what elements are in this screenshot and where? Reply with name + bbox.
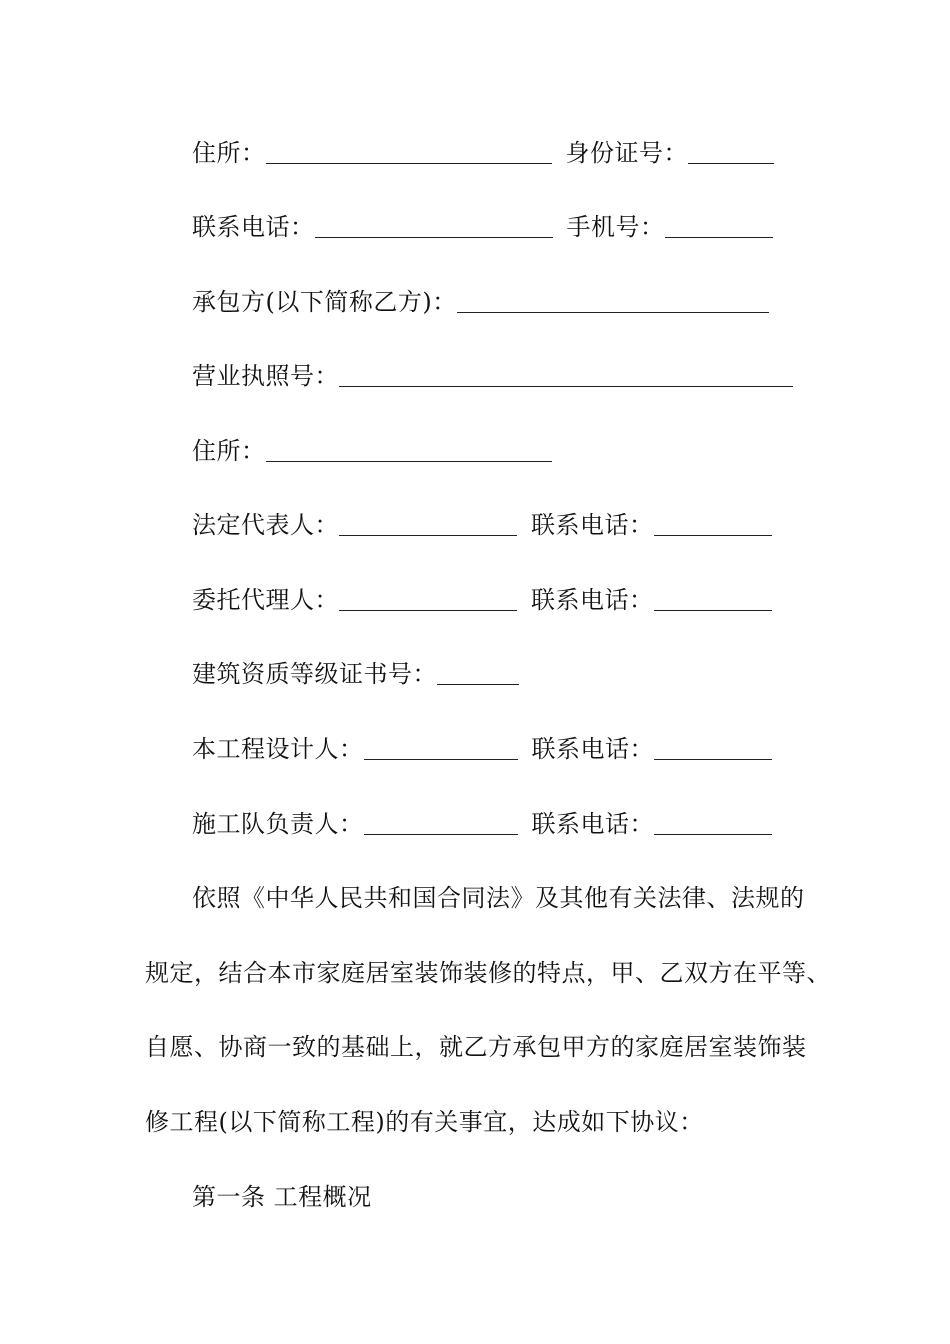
form-line-designer bbox=[192, 732, 772, 766]
id-number-label: 身份证号： bbox=[565, 139, 688, 167]
paragraph-text: 依照《中华人民共和国合同法》及其他有关法律、法规的 bbox=[192, 884, 805, 912]
paragraph-line bbox=[145, 1105, 704, 1139]
id-number-field[interactable] bbox=[688, 137, 774, 164]
form-line-residence bbox=[192, 136, 774, 170]
contact-phone-field[interactable] bbox=[315, 211, 553, 238]
paragraph-text: 修工程(以下简称工程)的有关事宜，达成如下协议： bbox=[145, 1108, 704, 1136]
crew-leader-phone-field[interactable] bbox=[654, 808, 772, 835]
agent-field[interactable] bbox=[339, 584, 517, 611]
agent-phone-field[interactable] bbox=[654, 584, 772, 611]
form-line-contractor-residence bbox=[192, 434, 552, 468]
residence-field[interactable] bbox=[266, 137, 552, 164]
form-line-business-license bbox=[192, 359, 793, 393]
contractor-label: 承包方(以下简称乙方)： bbox=[192, 288, 457, 316]
paragraph-line bbox=[145, 1030, 807, 1064]
paragraph-line bbox=[145, 956, 831, 990]
contractor-field[interactable] bbox=[457, 286, 769, 313]
paragraph-text: 规定，结合本市家庭居室装饰装修的特点，甲、乙双方在平等、 bbox=[145, 959, 831, 987]
crew-leader-label: 施工队负责人： bbox=[192, 810, 364, 838]
paragraph-text: 自愿、协商一致的基础上，就乙方承包甲方的家庭居室装饰装 bbox=[145, 1033, 807, 1061]
residence-label: 住所： bbox=[192, 139, 266, 167]
agent-phone-label: 联系电话： bbox=[531, 586, 654, 614]
business-license-field[interactable] bbox=[339, 360, 793, 387]
designer-phone-label: 联系电话： bbox=[531, 735, 654, 763]
form-line-phone bbox=[192, 210, 773, 244]
agent-label: 委托代理人： bbox=[192, 586, 339, 614]
form-line-contractor bbox=[192, 285, 769, 319]
legal-rep-field[interactable] bbox=[339, 509, 517, 536]
qualification-field[interactable] bbox=[437, 658, 519, 685]
legal-rep-phone-field[interactable] bbox=[654, 509, 772, 536]
legal-rep-label: 法定代表人： bbox=[192, 511, 339, 539]
section-heading bbox=[192, 1180, 372, 1214]
business-license-label: 营业执照号： bbox=[192, 362, 339, 390]
contractor-residence-field[interactable] bbox=[266, 435, 552, 462]
form-line-legal-rep bbox=[192, 508, 772, 542]
mobile-field[interactable] bbox=[665, 211, 773, 238]
crew-leader-field[interactable] bbox=[364, 808, 518, 835]
designer-field[interactable] bbox=[364, 733, 518, 760]
form-line-agent bbox=[192, 583, 772, 617]
crew-leader-phone-label: 联系电话： bbox=[531, 810, 654, 838]
form-line-crew-leader bbox=[192, 807, 772, 841]
section-heading-text: 第一条 工程概况 bbox=[192, 1183, 372, 1211]
mobile-label: 手机号： bbox=[566, 213, 665, 241]
designer-phone-field[interactable] bbox=[654, 733, 772, 760]
paragraph-line bbox=[192, 881, 805, 915]
contact-phone-label: 联系电话： bbox=[192, 213, 315, 241]
qualification-label: 建筑资质等级证书号： bbox=[192, 660, 437, 688]
designer-label: 本工程设计人： bbox=[192, 735, 364, 763]
legal-rep-phone-label: 联系电话： bbox=[531, 511, 654, 539]
form-line-qualification bbox=[192, 657, 519, 691]
contractor-residence-label: 住所： bbox=[192, 437, 266, 465]
